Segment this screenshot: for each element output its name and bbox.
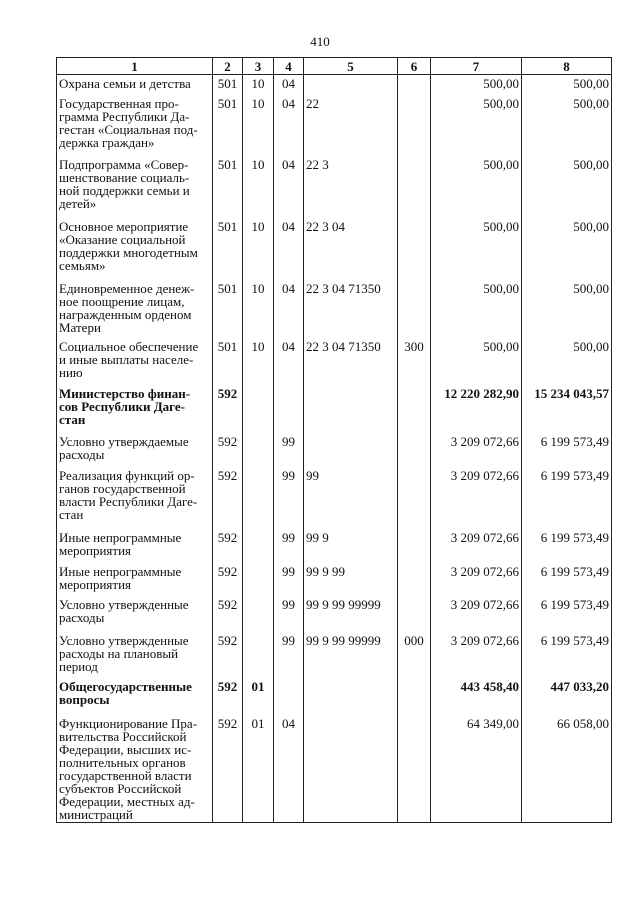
row-col5-cell: 99 9 99 99999	[304, 596, 398, 632]
row-name-cell: Основное мероприятие «Оказание социальной поддержки многодетным семьям»	[57, 218, 213, 280]
row-col5-cell: 99 9 99	[304, 563, 398, 596]
row-col5-cell	[304, 433, 398, 467]
row-col5-cell	[304, 678, 398, 715]
row-col3-cell	[243, 596, 274, 632]
header-col-1: 1	[57, 58, 213, 75]
row-name-cell: Условно утвержденные расходы на плановый период	[57, 632, 213, 678]
row-col2-cell: 592	[213, 596, 243, 632]
row-col3-cell	[243, 632, 274, 678]
row-col3-cell: 10	[243, 338, 274, 385]
row-col4-cell: 99	[274, 433, 304, 467]
row-col7-cell: 3 209 072,66	[431, 467, 522, 529]
row-col4-cell: 04	[274, 95, 304, 156]
row-col7-cell: 500,00	[431, 338, 522, 385]
row-col3-cell: 10	[243, 280, 274, 338]
header-col-5: 5	[304, 58, 398, 75]
row-col7-cell: 500,00	[431, 156, 522, 218]
row-col2-cell: 592	[213, 385, 243, 433]
row-col6-cell	[398, 529, 431, 563]
row-col5-cell: 22 3	[304, 156, 398, 218]
row-col3-cell	[243, 433, 274, 467]
row-col3-cell: 10	[243, 95, 274, 156]
table-row	[57, 95, 612, 156]
table-row	[57, 632, 612, 678]
row-col3-cell: 01	[243, 678, 274, 715]
header-col-3: 3	[243, 58, 274, 75]
row-name-cell: Реализация функций ор- ганов государственной власти Республики Даге- стан	[57, 467, 213, 529]
row-col7-cell: 500,00	[431, 280, 522, 338]
row-col6-cell	[398, 563, 431, 596]
row-col2-cell: 501	[213, 280, 243, 338]
row-col7-cell: 500,00	[431, 75, 522, 95]
row-col5-cell: 99 9 99 99999	[304, 632, 398, 678]
row-col5-cell: 22	[304, 95, 398, 156]
row-col6-cell	[398, 715, 431, 823]
row-col4-cell: 04	[274, 715, 304, 823]
row-col5-cell: 22 3 04 71350	[304, 280, 398, 338]
row-col5-cell	[304, 385, 398, 433]
row-col6-cell: 000	[398, 632, 431, 678]
row-col3-cell: 10	[243, 156, 274, 218]
row-col8-cell: 500,00	[522, 338, 612, 385]
row-name-cell: Общегосударственные вопросы	[57, 678, 213, 715]
row-col7-cell: 500,00	[431, 218, 522, 280]
row-col8-cell: 500,00	[522, 95, 612, 156]
table-row	[57, 75, 612, 95]
table-row	[57, 467, 612, 529]
row-col4-cell: 99	[274, 596, 304, 632]
row-col5-cell	[304, 75, 398, 95]
row-col7-cell: 3 209 072,66	[431, 529, 522, 563]
row-col2-cell: 501	[213, 338, 243, 385]
row-col2-cell: 592	[213, 433, 243, 467]
row-name-cell: Министерство финан- сов Республики Даге- стан	[57, 385, 213, 433]
row-col8-cell: 447 033,20	[522, 678, 612, 715]
row-col5-cell: 99	[304, 467, 398, 529]
table-row	[57, 678, 612, 715]
row-col7-cell: 500,00	[431, 95, 522, 156]
row-name-cell: Государственная про- грамма Республики Да- гестан «Социальная под- держка граждан»	[57, 95, 213, 156]
row-col3-cell	[243, 529, 274, 563]
row-col5-cell: 22 3 04 71350	[304, 338, 398, 385]
row-col3-cell	[243, 385, 274, 433]
row-col2-cell: 501	[213, 156, 243, 218]
row-col8-cell: 6 199 573,49	[522, 596, 612, 632]
row-name-cell: Единовременное денеж- ное поощрение лицам, награжденным орденом Матери	[57, 280, 213, 338]
row-col4-cell: 04	[274, 156, 304, 218]
page-number: 410	[310, 34, 330, 49]
row-col3-cell: 01	[243, 715, 274, 823]
row-name-cell: Функционирование Пра- вительства Российской Федерации, высших ис- полнительных органов государственной власти субъектов Российской Федерации, местных ад- министраций	[57, 715, 213, 823]
budget-table	[56, 57, 612, 823]
row-col6-cell	[398, 156, 431, 218]
row-col7-cell: 3 209 072,66	[431, 596, 522, 632]
row-col3-cell: 10	[243, 218, 274, 280]
table-row	[57, 385, 612, 433]
row-col4-cell: 99	[274, 467, 304, 529]
row-col3-cell: 10	[243, 75, 274, 95]
row-name-cell: Подпрограмма «Совер- шенствование социаль- ной поддержки семьи и детей»	[57, 156, 213, 218]
row-col8-cell: 500,00	[522, 218, 612, 280]
row-col8-cell: 6 199 573,49	[522, 632, 612, 678]
table-row	[57, 715, 612, 823]
row-col4-cell: 04	[274, 338, 304, 385]
row-name-cell: Социальное обеспечение и иные выплаты населе- нию	[57, 338, 213, 385]
header-col-8: 8	[522, 58, 612, 75]
table-row	[57, 280, 612, 338]
row-col8-cell: 6 199 573,49	[522, 529, 612, 563]
row-col2-cell: 501	[213, 218, 243, 280]
row-col8-cell: 500,00	[522, 280, 612, 338]
table-row	[57, 563, 612, 596]
row-col8-cell: 500,00	[522, 156, 612, 218]
row-col2-cell: 592	[213, 467, 243, 529]
row-col7-cell: 443 458,40	[431, 678, 522, 715]
row-name-cell: Иные непрограммные мероприятия	[57, 529, 213, 563]
table-row	[57, 218, 612, 280]
row-col6-cell	[398, 95, 431, 156]
row-col6-cell	[398, 596, 431, 632]
row-col5-cell: 99 9	[304, 529, 398, 563]
row-name-cell: Условно утверждаемые расходы	[57, 433, 213, 467]
table-row	[57, 529, 612, 563]
row-col8-cell: 66 058,00	[522, 715, 612, 823]
row-col8-cell: 500,00	[522, 75, 612, 95]
row-name-cell: Условно утвержденные расходы	[57, 596, 213, 632]
header-col-7: 7	[431, 58, 522, 75]
row-col7-cell: 3 209 072,66	[431, 433, 522, 467]
row-col6-cell: 300	[398, 338, 431, 385]
row-col2-cell: 501	[213, 95, 243, 156]
row-name-cell: Иные непрограммные мероприятия	[57, 563, 213, 596]
row-col3-cell	[243, 563, 274, 596]
row-col7-cell: 3 209 072,66	[431, 632, 522, 678]
table-body	[57, 75, 612, 823]
row-col4-cell: 99	[274, 632, 304, 678]
row-col3-cell	[243, 467, 274, 529]
row-col6-cell	[398, 280, 431, 338]
table-row	[57, 338, 612, 385]
row-col8-cell: 6 199 573,49	[522, 433, 612, 467]
row-col5-cell	[304, 715, 398, 823]
table-header-row	[57, 58, 612, 75]
row-col7-cell: 12 220 282,90	[431, 385, 522, 433]
row-col2-cell: 592	[213, 563, 243, 596]
row-col6-cell	[398, 467, 431, 529]
row-col4-cell: 99	[274, 563, 304, 596]
header-col-4: 4	[274, 58, 304, 75]
row-col2-cell: 592	[213, 678, 243, 715]
row-col6-cell	[398, 218, 431, 280]
row-col6-cell	[398, 385, 431, 433]
row-col6-cell	[398, 433, 431, 467]
table-row	[57, 596, 612, 632]
header-col-2: 2	[213, 58, 243, 75]
row-col4-cell: 04	[274, 75, 304, 95]
row-col7-cell: 64 349,00	[431, 715, 522, 823]
row-col4-cell: 04	[274, 280, 304, 338]
row-col4-cell: 99	[274, 529, 304, 563]
table-row	[57, 433, 612, 467]
table-row	[57, 156, 612, 218]
header-col-6: 6	[398, 58, 431, 75]
row-col6-cell	[398, 75, 431, 95]
row-col4-cell: 04	[274, 218, 304, 280]
row-col8-cell: 6 199 573,49	[522, 563, 612, 596]
row-name-cell: Охрана семьи и детства	[57, 75, 213, 95]
row-col4-cell	[274, 678, 304, 715]
row-col7-cell: 3 209 072,66	[431, 563, 522, 596]
row-col8-cell: 15 234 043,57	[522, 385, 612, 433]
row-col5-cell: 22 3 04	[304, 218, 398, 280]
row-col2-cell: 592	[213, 632, 243, 678]
row-col4-cell	[274, 385, 304, 433]
row-col2-cell: 592	[213, 715, 243, 823]
row-col6-cell	[398, 678, 431, 715]
row-col2-cell: 501	[213, 75, 243, 95]
row-col8-cell: 6 199 573,49	[522, 467, 612, 529]
row-col2-cell: 592	[213, 529, 243, 563]
